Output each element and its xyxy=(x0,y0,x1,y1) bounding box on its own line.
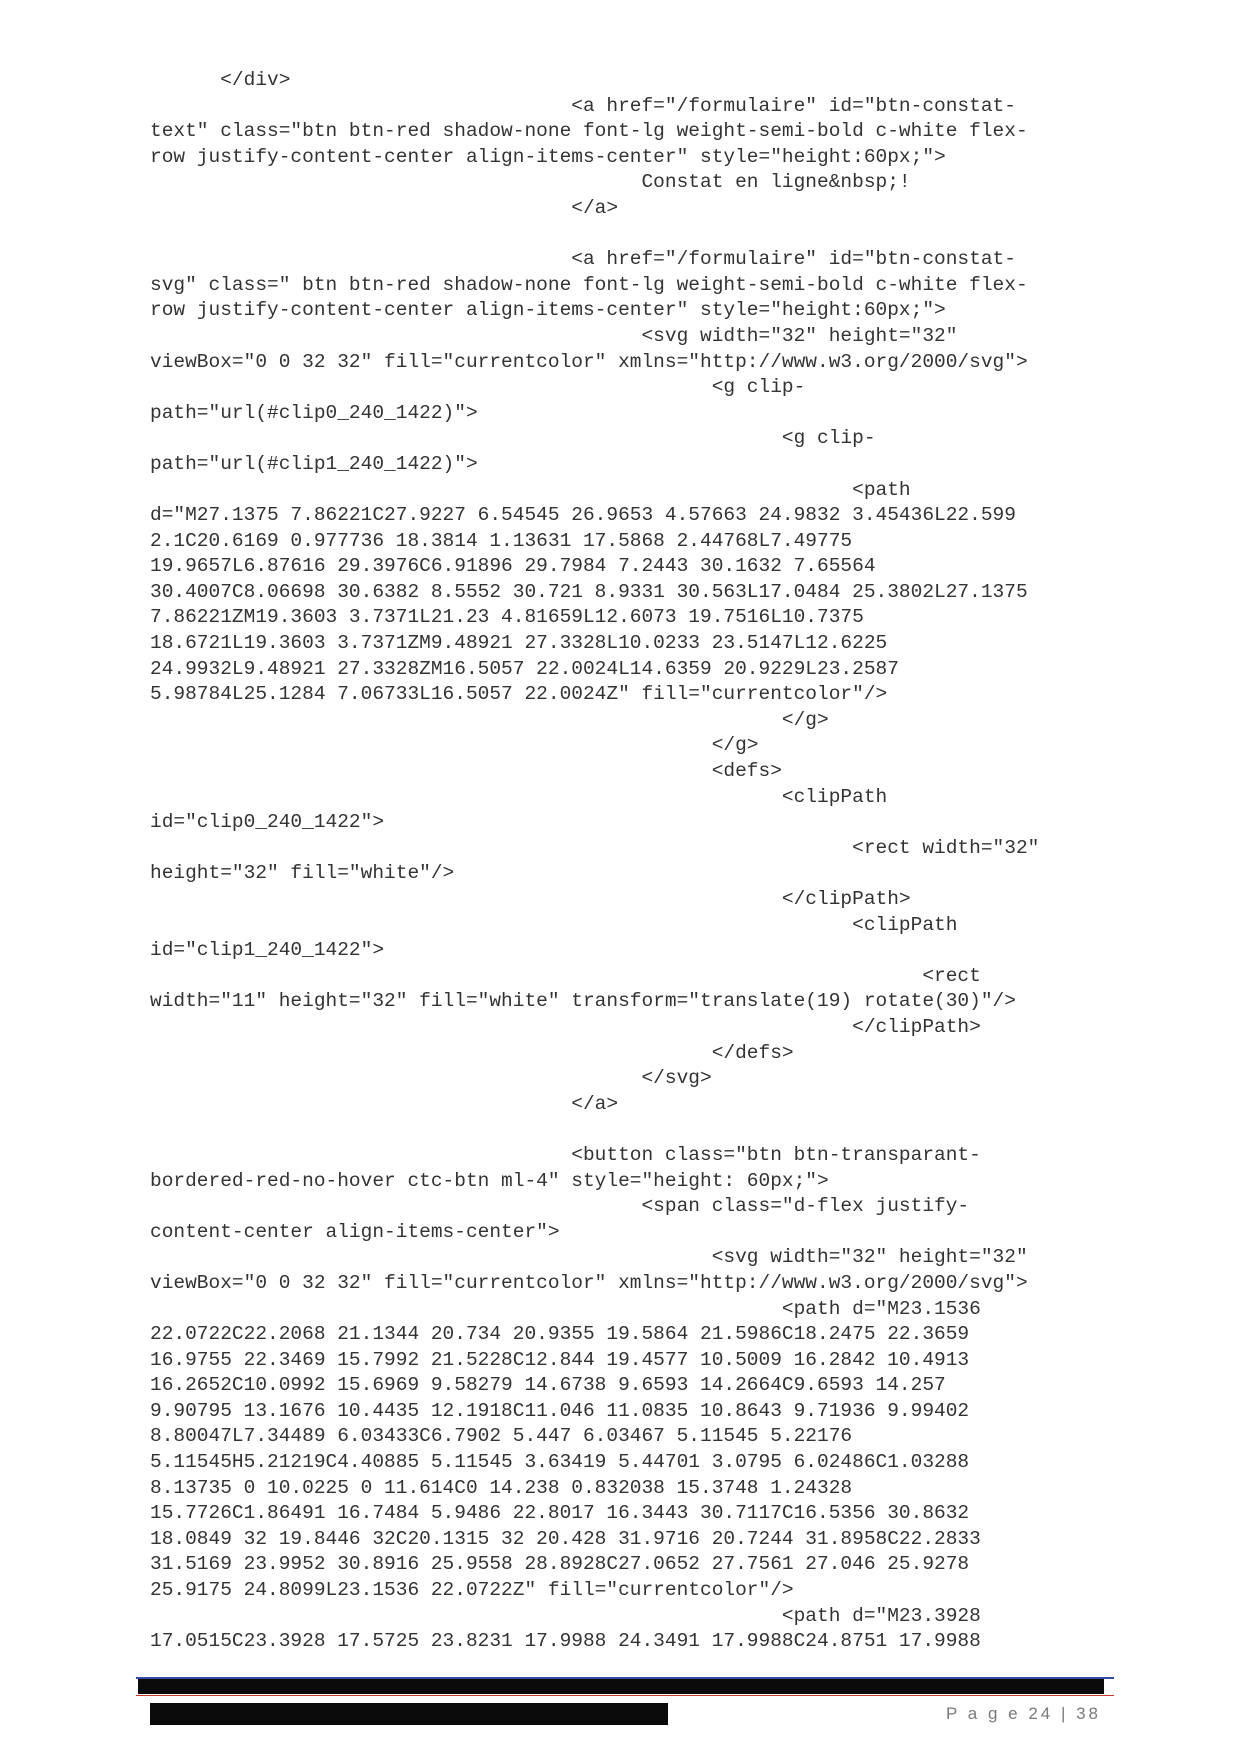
code-line: <rect width="32" xyxy=(150,836,1040,859)
code-line: row justify-content-center align-items-center" style="height:60px;"> xyxy=(150,145,946,168)
code-line: svg" class=" btn btn-red shadow-none font-lg weight-semi-bold c-white flex- xyxy=(150,273,1028,296)
code-line: viewBox="0 0 32 32" fill="currentcolor" xmlns="http://www.w3.org/2000/svg"> xyxy=(150,350,1028,373)
code-line: Constat en ligne&nbsp;! xyxy=(150,171,911,194)
code-line: <clipPath xyxy=(150,913,958,936)
code-line: 17.0515C23.3928 17.5725 23.8231 17.9988 24.3491 17.9988C24.8751 17.9988 xyxy=(150,1630,981,1653)
code-line: height="32" fill="white"/> xyxy=(150,862,455,885)
code-line: <g clip- xyxy=(150,427,876,450)
code-line: 16.9755 22.3469 15.7992 21.5228C12.844 19.4577 10.5009 16.2842 10.4913 xyxy=(150,1348,970,1371)
code-line: viewBox="0 0 32 32" fill="currentcolor" xmlns="http://www.w3.org/2000/svg"> xyxy=(150,1271,1028,1294)
code-line: 9.90795 13.1676 10.4435 12.1918C11.046 11.0835 10.8643 9.71936 9.99402 xyxy=(150,1399,970,1422)
code-line: content-center align-items-center"> xyxy=(150,1220,560,1243)
code-line: 5.11545H5.21219C4.40885 5.11545 3.63419 5.44701 3.0795 6.02486C1.03288 xyxy=(150,1451,970,1474)
code-line: d="M27.1375 7.86221C27.9227 6.54545 26.9653 4.57663 24.9832 3.45436L22.599 xyxy=(150,504,1016,527)
code-line: </clipPath> xyxy=(150,888,911,910)
code-line: <clipPath xyxy=(150,785,888,808)
code-line: </defs> xyxy=(150,1041,794,1064)
code-line: </a> xyxy=(150,196,619,219)
code-line: 18.6721L19.3603 3.7371ZM9.48921 27.3328L10.0233 23.5147L12.6225 xyxy=(150,632,888,655)
code-line: 24.9932L9.48921 27.3328ZM16.5057 22.0024L14.6359 20.9229L23.2587 xyxy=(150,657,899,680)
code-line: 8.13735 0 10.0225 0 11.614C0 14.238 0.832038 15.3748 1.24328 xyxy=(150,1476,853,1499)
footer-redaction-bar-bottom xyxy=(150,1703,668,1725)
code-line xyxy=(150,222,1130,248)
code-line: path="url(#clip1_240_1422)"> xyxy=(150,452,478,475)
code-line: 25.9175 24.8099L23.1536 22.0722Z" fill="currentcolor"/> xyxy=(150,1579,794,1602)
code-line xyxy=(150,1117,1130,1143)
code-line: id="clip0_240_1422"> xyxy=(150,811,385,834)
code-line: 18.0849 32 19.8446 32C20.1315 32 20.428 31.9716 20.7244 31.8958C22.2833 xyxy=(150,1527,981,1550)
code-line: 8.80047L7.34489 6.03433C6.7902 5.447 6.03467 5.11545 5.22176 xyxy=(150,1425,853,1448)
footer-divider-red xyxy=(136,1695,1114,1696)
code-line: 2.1C20.6169 0.977736 18.3814 1.13631 17.5868 2.44768L7.49775 xyxy=(150,529,853,552)
code-line: <svg width="32" height="32" xyxy=(150,324,958,347)
code-line: row justify-content-center align-items-center" style="height:60px;"> xyxy=(150,299,946,322)
code-line: <g clip- xyxy=(150,376,806,399)
code-line: </a> xyxy=(150,1092,619,1115)
code-listing xyxy=(150,68,1130,1655)
code-line: <svg width="32" height="32" xyxy=(150,1246,1028,1269)
code-line: bordered-red-no-hover ctc-btn ml-4" style="height: 60px;"> xyxy=(150,1169,829,1192)
code-line: </svg> xyxy=(150,1067,712,1090)
code-line: <a href="/formulaire" id="btn-constat- xyxy=(150,94,1016,117)
code-line: 7.86221ZM19.3603 3.7371L21.23 4.81659L12.6073 19.7516L10.7375 xyxy=(150,606,864,629)
code-line: </g> xyxy=(150,708,829,731)
code-line: path="url(#clip0_240_1422)"> xyxy=(150,401,478,424)
code-line: <path d="M23.3928 xyxy=(150,1604,981,1627)
code-line: 22.0722C22.2068 21.1344 20.734 20.9355 19.5864 21.5986C18.2475 22.3659 xyxy=(150,1323,970,1346)
page-number: P a g e 24 | 38 xyxy=(946,1704,1101,1723)
code-line: <defs> xyxy=(150,760,782,783)
code-line: 19.9657L6.87616 29.3976C6.91896 29.7984 7.2443 30.1632 7.65564 xyxy=(150,555,876,578)
code-line: </g> xyxy=(150,734,759,757)
code-line: 31.5169 23.9952 30.8916 25.9558 28.8928C27.0652 27.7561 27.046 25.9278 xyxy=(150,1553,970,1576)
code-line: width="11" height="32" fill="white" transform="translate(19) rotate(30)"/> xyxy=(150,990,1016,1013)
code-line: <path d="M23.1536 xyxy=(150,1297,981,1320)
code-line: <a href="/formulaire" id="btn-constat- xyxy=(150,248,1016,271)
code-line: <path xyxy=(150,478,911,501)
code-line: </div> xyxy=(150,69,291,91)
code-line: </clipPath> xyxy=(150,1015,981,1038)
code-line: text" class="btn btn-red shadow-none font-lg weight-semi-bold c-white flex- xyxy=(150,120,1028,143)
footer-redaction-bar-top xyxy=(138,1679,1104,1694)
code-line: 5.98784L25.1284 7.06733L16.5057 22.0024Z" fill="currentcolor"/> xyxy=(150,683,888,706)
code-line: id="clip1_240_1422"> xyxy=(150,939,385,962)
code-line: <rect xyxy=(150,964,981,987)
code-line: <button class="btn btn-transparant- xyxy=(150,1143,981,1166)
code-line: 16.2652C10.0992 15.6969 9.58279 14.6738 9.6593 14.2664C9.6593 14.257 xyxy=(150,1374,946,1397)
code-line: <span class="d-flex justify- xyxy=(150,1195,970,1218)
code-line: 15.7726C1.86491 16.7484 5.9486 22.8017 16.3443 30.7117C16.5356 30.8632 xyxy=(150,1502,970,1525)
code-line: 30.4007C8.06698 30.6382 8.5552 30.721 8.9331 30.563L17.0484 25.3802L27.1375 xyxy=(150,580,1028,603)
